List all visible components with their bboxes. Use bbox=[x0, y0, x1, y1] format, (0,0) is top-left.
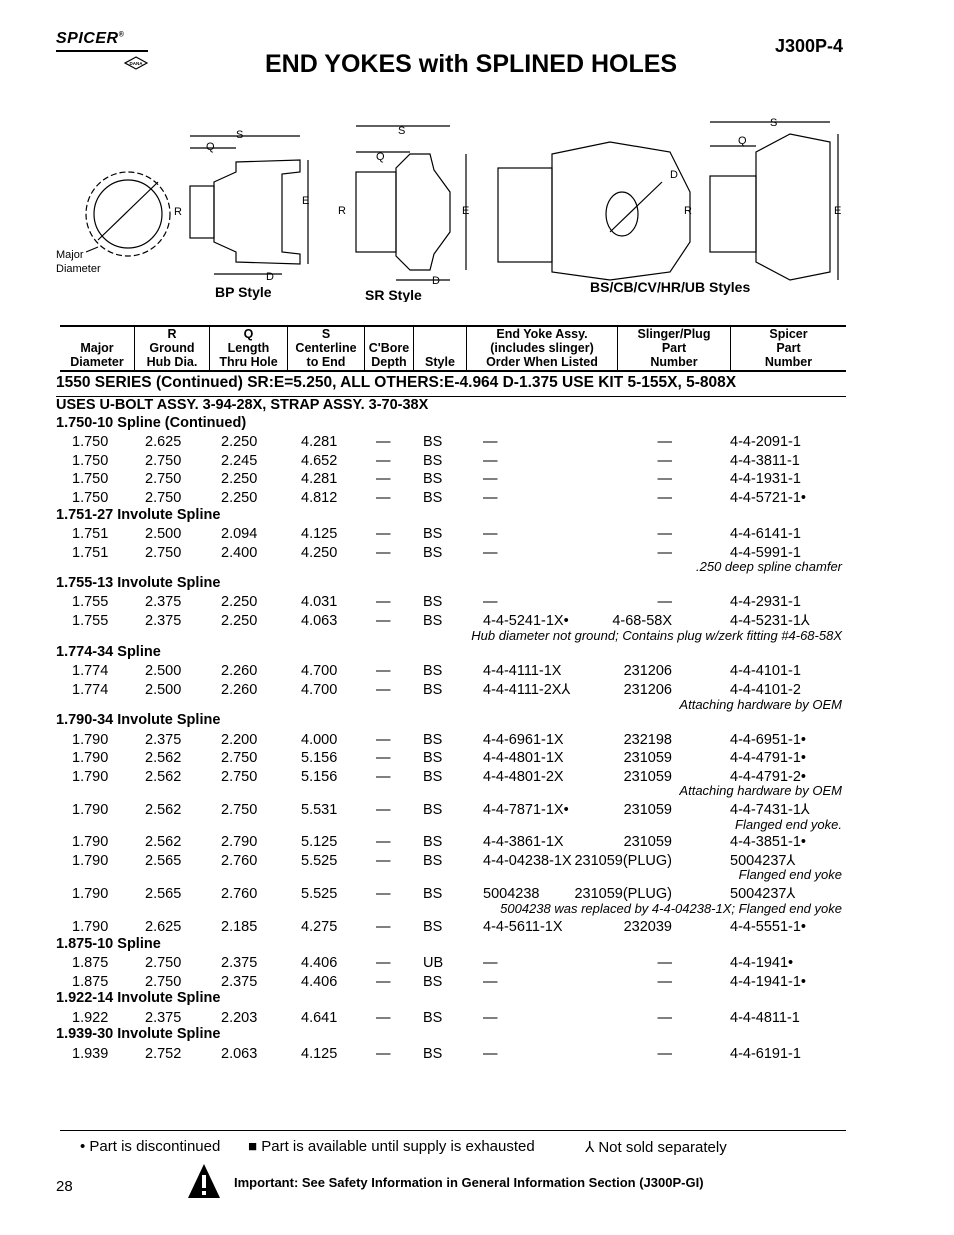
cell-major-diameter: 1.790 bbox=[72, 886, 109, 902]
table-row bbox=[0, 750, 954, 768]
spline-group-title: 1.774-34 Spline bbox=[56, 644, 161, 660]
cell-length-thru-hole: 2.250 bbox=[221, 490, 258, 506]
cell-cbore-depth: — bbox=[376, 955, 391, 971]
label-d-3: D bbox=[670, 169, 678, 181]
table-row bbox=[0, 526, 954, 544]
cell-style: BS bbox=[423, 453, 443, 469]
cell-major-diameter: 1.790 bbox=[72, 919, 109, 935]
label-e-2: E bbox=[462, 205, 470, 217]
cell-major-diameter: 1.875 bbox=[72, 955, 109, 971]
label-r-1: R bbox=[174, 206, 182, 218]
cell-ground-hub-dia: 2.562 bbox=[145, 834, 182, 850]
cell-length-thru-hole: 2.063 bbox=[221, 1046, 258, 1062]
cell-spicer-part: 4-4-5551-1• bbox=[730, 919, 807, 935]
cell-spicer-part: 4-4-4811-1 bbox=[730, 1010, 800, 1026]
cell-centerline-to-end: 4.000 bbox=[301, 732, 338, 748]
cell-end-yoke-assy: 4-4-04238-1X bbox=[483, 853, 572, 869]
cell-ground-hub-dia: 2.750 bbox=[145, 453, 182, 469]
legend-not-sold: ⅄ Not sold separately bbox=[585, 1139, 727, 1156]
footer-rule bbox=[60, 1130, 846, 1131]
cell-end-yoke-assy: 4-4-3861-1X bbox=[483, 834, 564, 850]
cell-style: BS bbox=[423, 802, 443, 818]
cell-centerline-to-end: 4.063 bbox=[301, 613, 338, 629]
cell-major-diameter: 1.751 bbox=[72, 526, 109, 542]
col-major-diameter: Major Diameter bbox=[60, 326, 135, 371]
label-e-1: E bbox=[302, 195, 310, 207]
cell-major-diameter: 1.750 bbox=[72, 434, 109, 450]
caption-bp: BP Style bbox=[215, 284, 272, 300]
cell-major-diameter: 1.922 bbox=[72, 1010, 109, 1026]
cell-cbore-depth: — bbox=[376, 834, 391, 850]
cell-major-diameter: 1.774 bbox=[72, 682, 109, 698]
cell-slinger-plug-part: — bbox=[657, 974, 672, 990]
cell-centerline-to-end: 4.125 bbox=[301, 526, 338, 542]
cell-style: BS bbox=[423, 853, 443, 869]
cell-style: BS bbox=[423, 594, 443, 610]
spline-group-title: 1.939-30 Involute Spline bbox=[56, 1026, 221, 1042]
brand-name: SPICER bbox=[56, 30, 119, 47]
cell-end-yoke-assy: 4-4-5241-1X• bbox=[483, 613, 569, 629]
cell-style: BS bbox=[423, 974, 443, 990]
cell-style: BS bbox=[423, 471, 443, 487]
cell-centerline-to-end: 4.641 bbox=[301, 1010, 338, 1026]
label-q-2: Q bbox=[376, 151, 385, 163]
spicer-logo bbox=[56, 30, 124, 48]
cell-spicer-part: 4-4-5991-1 bbox=[730, 545, 801, 561]
cell-end-yoke-assy: — bbox=[483, 1046, 498, 1062]
cell-end-yoke-assy: 4-4-4801-1X bbox=[483, 750, 564, 766]
table-row bbox=[0, 919, 954, 937]
bp-style-drawing bbox=[190, 136, 308, 274]
cell-cbore-depth: — bbox=[376, 434, 391, 450]
table-row bbox=[0, 1046, 954, 1064]
cell-major-diameter: 1.790 bbox=[72, 732, 109, 748]
series-heading: 1550 SERIES (Continued) SR:E=5.250, ALL OTHERS:E-4.964 D-1.375 USE KIT 5-155X, 5-808X bbox=[56, 374, 737, 391]
table-row bbox=[0, 732, 954, 750]
cell-length-thru-hole: 2.750 bbox=[221, 769, 258, 785]
cell-length-thru-hole: 2.760 bbox=[221, 853, 258, 869]
cell-centerline-to-end: 4.250 bbox=[301, 545, 338, 561]
cell-end-yoke-assy: 4-4-6961-1X bbox=[483, 732, 564, 748]
cell-spicer-part: 4-4-6141-1 bbox=[730, 526, 801, 542]
cell-centerline-to-end: 4.700 bbox=[301, 682, 338, 698]
cell-spicer-part: 4-4-3811-1 bbox=[730, 453, 800, 469]
cell-end-yoke-assy: — bbox=[483, 526, 498, 542]
page-title: END YOKES with SPLINED HOLES bbox=[265, 50, 678, 78]
cell-style: BS bbox=[423, 1010, 443, 1026]
caption-sr: SR Style bbox=[365, 287, 422, 302]
cell-cbore-depth: — bbox=[376, 802, 391, 818]
cell-major-diameter: 1.790 bbox=[72, 769, 109, 785]
cell-style: BS bbox=[423, 434, 443, 450]
cell-slinger-plug-part: 231059 bbox=[623, 834, 672, 850]
table-row bbox=[0, 471, 954, 489]
cell-style: BS bbox=[423, 886, 443, 902]
label-d-1: D bbox=[266, 271, 274, 283]
cell-style: BS bbox=[423, 834, 443, 850]
legend-discontinued: • Part is discontinued bbox=[80, 1138, 221, 1155]
cell-spicer-part: 4-4-1941-1• bbox=[730, 974, 807, 990]
cell-cbore-depth: — bbox=[376, 974, 391, 990]
cell-ground-hub-dia: 2.625 bbox=[145, 434, 182, 450]
cell-slinger-plug-part: — bbox=[657, 955, 672, 971]
cell-centerline-to-end: 5.525 bbox=[301, 853, 338, 869]
cell-spicer-part: 4-4-2091-1 bbox=[730, 434, 801, 450]
cell-spicer-part: 4-4-5721-1• bbox=[730, 490, 807, 506]
cell-end-yoke-assy: — bbox=[483, 545, 498, 561]
spline-section-drawing bbox=[86, 172, 170, 256]
cell-end-yoke-assy: — bbox=[483, 1010, 498, 1026]
spline-group-title: 1.750-10 Spline (Continued) bbox=[56, 415, 247, 431]
cell-end-yoke-assy: 4-4-4111-2X⅄ bbox=[483, 682, 571, 698]
cell-slinger-plug-part: — bbox=[657, 434, 672, 450]
label-r-2: R bbox=[338, 205, 346, 217]
cell-cbore-depth: — bbox=[376, 886, 391, 902]
cell-slinger-plug-part: 231059 bbox=[623, 750, 672, 766]
cell-style: BS bbox=[423, 750, 443, 766]
cell-slinger-plug-part: — bbox=[657, 453, 672, 469]
cell-centerline-to-end: 4.700 bbox=[301, 663, 338, 679]
row-note: Attaching hardware by OEM bbox=[679, 697, 842, 712]
logo-rule bbox=[56, 50, 148, 52]
yoke-drawings bbox=[50, 112, 850, 302]
cell-end-yoke-assy: — bbox=[483, 471, 498, 487]
spline-group-title: 1.751-27 Involute Spline bbox=[56, 507, 221, 523]
cell-ground-hub-dia: 2.500 bbox=[145, 663, 182, 679]
cell-cbore-depth: — bbox=[376, 919, 391, 935]
cell-ground-hub-dia: 2.750 bbox=[145, 471, 182, 487]
cell-length-thru-hole: 2.260 bbox=[221, 663, 258, 679]
column-header-table bbox=[60, 325, 846, 372]
cell-ground-hub-dia: 2.750 bbox=[145, 490, 182, 506]
cell-centerline-to-end: 4.125 bbox=[301, 1046, 338, 1062]
sr-style-drawing bbox=[356, 126, 466, 280]
table-row bbox=[0, 490, 954, 508]
cell-slinger-plug-part: — bbox=[657, 471, 672, 487]
cell-end-yoke-assy: — bbox=[483, 434, 498, 450]
table-row bbox=[0, 955, 954, 973]
cell-ground-hub-dia: 2.565 bbox=[145, 853, 182, 869]
cell-ground-hub-dia: 2.750 bbox=[145, 955, 182, 971]
cell-slinger-plug-part: 231059(PLUG) bbox=[574, 886, 672, 902]
cell-centerline-to-end: 4.031 bbox=[301, 594, 338, 610]
cell-centerline-to-end: 5.525 bbox=[301, 886, 338, 902]
table-row bbox=[0, 663, 954, 681]
legend-supply: ■ Part is available until supply is exhausted bbox=[248, 1138, 535, 1155]
label-e-3: E bbox=[834, 205, 842, 217]
cell-ground-hub-dia: 2.375 bbox=[145, 613, 182, 629]
row-note: Attaching hardware by OEM bbox=[679, 783, 842, 798]
cell-centerline-to-end: 5.531 bbox=[301, 802, 338, 818]
col-spicer-part: Spicer Part Number bbox=[731, 326, 847, 371]
col-r: R Ground Hub Dia. bbox=[135, 326, 210, 371]
table-row bbox=[0, 453, 954, 471]
cell-length-thru-hole: 2.185 bbox=[221, 919, 258, 935]
cell-major-diameter: 1.875 bbox=[72, 974, 109, 990]
cell-length-thru-hole: 2.245 bbox=[221, 453, 258, 469]
label-s-2: S bbox=[398, 125, 406, 137]
cell-slinger-plug-part: 231206 bbox=[623, 663, 672, 679]
cell-end-yoke-assy: — bbox=[483, 974, 498, 990]
caption-bs: BS/CB/CV/HR/UB Styles bbox=[590, 279, 751, 295]
cell-cbore-depth: — bbox=[376, 594, 391, 610]
cell-style: UB bbox=[423, 955, 444, 971]
cell-spicer-part: 5004237⅄ bbox=[730, 886, 796, 902]
cell-spicer-part: 4-4-2931-1 bbox=[730, 594, 801, 610]
cell-style: BS bbox=[423, 919, 443, 935]
cell-slinger-plug-part: 4-68-58X bbox=[612, 613, 672, 629]
cell-centerline-to-end: 4.281 bbox=[301, 434, 338, 450]
cell-centerline-to-end: 4.652 bbox=[301, 453, 338, 469]
cell-slinger-plug-part: 231059 bbox=[623, 802, 672, 818]
cell-major-diameter: 1.790 bbox=[72, 834, 109, 850]
col-style: Style bbox=[414, 326, 467, 371]
cell-cbore-depth: — bbox=[376, 682, 391, 698]
cell-slinger-plug-part: 231206 bbox=[623, 682, 672, 698]
cell-end-yoke-assy: 4-4-7871-1X• bbox=[483, 802, 569, 818]
cell-length-thru-hole: 2.790 bbox=[221, 834, 258, 850]
cell-end-yoke-assy: 4-4-5611-1X bbox=[483, 919, 563, 935]
cell-centerline-to-end: 4.812 bbox=[301, 490, 338, 506]
cell-ground-hub-dia: 2.500 bbox=[145, 682, 182, 698]
spline-group-title: 1.922-14 Involute Spline bbox=[56, 990, 221, 1006]
cell-style: BS bbox=[423, 1046, 443, 1062]
col-cbore: C'Bore Depth bbox=[365, 326, 414, 371]
cell-ground-hub-dia: 2.752 bbox=[145, 1046, 182, 1062]
cell-ground-hub-dia: 2.500 bbox=[145, 526, 182, 542]
cell-spicer-part: 4-4-3851-1• bbox=[730, 834, 807, 850]
row-note: Flanged end yoke. bbox=[735, 817, 842, 832]
cell-cbore-depth: — bbox=[376, 750, 391, 766]
cell-length-thru-hole: 2.250 bbox=[221, 594, 258, 610]
cell-slinger-plug-part: 232198 bbox=[623, 732, 672, 748]
cell-style: BS bbox=[423, 613, 443, 629]
cell-cbore-depth: — bbox=[376, 1010, 391, 1026]
cell-ground-hub-dia: 2.375 bbox=[145, 594, 182, 610]
cell-major-diameter: 1.755 bbox=[72, 594, 109, 610]
table-row bbox=[0, 594, 954, 612]
page-number: 28 bbox=[56, 1178, 73, 1195]
label-r-3: R bbox=[684, 205, 692, 217]
label-q-1: Q bbox=[206, 141, 215, 153]
cell-length-thru-hole: 2.750 bbox=[221, 802, 258, 818]
spline-group-title: 1.755-13 Involute Spline bbox=[56, 575, 221, 591]
cell-major-diameter: 1.774 bbox=[72, 663, 109, 679]
safety-notice: Important: See Safety Information in General Information Section (J300P-GI) bbox=[234, 1175, 704, 1190]
cell-cbore-depth: — bbox=[376, 853, 391, 869]
cell-cbore-depth: — bbox=[376, 613, 391, 629]
cell-centerline-to-end: 4.275 bbox=[301, 919, 338, 935]
cell-slinger-plug-part: 232039 bbox=[623, 919, 672, 935]
label-q-3: Q bbox=[738, 135, 747, 147]
col-end-yoke: End Yoke Assy. (includes slinger) Order When Listed bbox=[467, 326, 618, 371]
cell-length-thru-hole: 2.375 bbox=[221, 974, 258, 990]
row-note: Hub diameter not ground; Contains plug w/zerk fitting #4-68-58X bbox=[471, 628, 842, 643]
table-row bbox=[0, 834, 954, 852]
spline-group-title: 1.790-34 Involute Spline bbox=[56, 712, 221, 728]
cell-length-thru-hole: 2.750 bbox=[221, 750, 258, 766]
cell-ground-hub-dia: 2.750 bbox=[145, 545, 182, 561]
row-note: .250 deep spline chamfer bbox=[696, 559, 842, 574]
cell-spicer-part: 4-4-4791-2• bbox=[730, 769, 807, 785]
cell-major-diameter: 1.939 bbox=[72, 1046, 109, 1062]
cell-ground-hub-dia: 2.625 bbox=[145, 919, 182, 935]
cell-cbore-depth: — bbox=[376, 453, 391, 469]
cell-major-diameter: 1.750 bbox=[72, 453, 109, 469]
cell-spicer-part: 4-4-4791-1• bbox=[730, 750, 807, 766]
cell-spicer-part: 4-4-1941• bbox=[730, 955, 794, 971]
cell-spicer-part: 4-4-6951-1• bbox=[730, 732, 807, 748]
cell-style: BS bbox=[423, 526, 443, 542]
cell-major-diameter: 1.750 bbox=[72, 490, 109, 506]
cell-major-diameter: 1.790 bbox=[72, 802, 109, 818]
spline-group-title: 1.875-10 Spline bbox=[56, 936, 161, 952]
table-row bbox=[0, 434, 954, 452]
cell-cbore-depth: — bbox=[376, 663, 391, 679]
cell-centerline-to-end: 5.156 bbox=[301, 769, 338, 785]
cell-slinger-plug-part: — bbox=[657, 490, 672, 506]
label-diameter: Diameter bbox=[56, 263, 101, 275]
row-note: 5004238 was replaced by 4-4-04238-1X; Flanged end yoke bbox=[500, 901, 842, 916]
cell-slinger-plug-part: — bbox=[657, 545, 672, 561]
cell-slinger-plug-part: — bbox=[657, 526, 672, 542]
dana-badge-icon bbox=[124, 56, 148, 70]
cell-style: BS bbox=[423, 663, 443, 679]
cell-major-diameter: 1.790 bbox=[72, 750, 109, 766]
bs-style-drawing bbox=[498, 122, 838, 280]
cell-spicer-part: 4-4-4101-1 bbox=[730, 663, 801, 679]
cell-end-yoke-assy: — bbox=[483, 955, 498, 971]
label-d-2: D bbox=[432, 275, 440, 287]
cell-length-thru-hole: 2.250 bbox=[221, 613, 258, 629]
cell-spicer-part: 4-4-4101-2 bbox=[730, 682, 801, 698]
cell-cbore-depth: — bbox=[376, 471, 391, 487]
cell-style: BS bbox=[423, 682, 443, 698]
cell-ground-hub-dia: 2.565 bbox=[145, 886, 182, 902]
cell-ground-hub-dia: 2.562 bbox=[145, 750, 182, 766]
cell-end-yoke-assy: — bbox=[483, 594, 498, 610]
cell-length-thru-hole: 2.250 bbox=[221, 434, 258, 450]
cell-style: BS bbox=[423, 732, 443, 748]
cell-ground-hub-dia: 2.750 bbox=[145, 974, 182, 990]
cell-spicer-part: 5004237⅄ bbox=[730, 853, 796, 869]
cell-slinger-plug-part: — bbox=[657, 1010, 672, 1026]
cell-length-thru-hole: 2.260 bbox=[221, 682, 258, 698]
cell-cbore-depth: — bbox=[376, 1046, 391, 1062]
cell-ground-hub-dia: 2.562 bbox=[145, 769, 182, 785]
label-major: Major bbox=[56, 249, 84, 261]
cell-centerline-to-end: 4.406 bbox=[301, 955, 338, 971]
col-q: Q Length Thru Hole bbox=[210, 326, 288, 371]
label-s-1: S bbox=[236, 129, 244, 141]
cell-spicer-part: 4-4-7431-1⅄ bbox=[730, 802, 810, 818]
cell-length-thru-hole: 2.760 bbox=[221, 886, 258, 902]
cell-centerline-to-end: 4.281 bbox=[301, 471, 338, 487]
warning-icon bbox=[186, 1162, 222, 1200]
cell-length-thru-hole: 2.200 bbox=[221, 732, 258, 748]
cell-length-thru-hole: 2.203 bbox=[221, 1010, 258, 1026]
cell-major-diameter: 1.755 bbox=[72, 613, 109, 629]
row-note: Flanged end yoke bbox=[738, 867, 842, 882]
cell-length-thru-hole: 2.094 bbox=[221, 526, 258, 542]
cell-cbore-depth: — bbox=[376, 490, 391, 506]
cell-end-yoke-assy: 4-4-4801-2X bbox=[483, 769, 564, 785]
cell-slinger-plug-part: 231059(PLUG) bbox=[574, 853, 672, 869]
cell-style: BS bbox=[423, 545, 443, 561]
cell-style: BS bbox=[423, 490, 443, 506]
cell-spicer-part: 4-4-1931-1 bbox=[730, 471, 801, 487]
cell-style: BS bbox=[423, 769, 443, 785]
cell-end-yoke-assy: — bbox=[483, 490, 498, 506]
cell-ground-hub-dia: 2.562 bbox=[145, 802, 182, 818]
cell-major-diameter: 1.751 bbox=[72, 545, 109, 561]
cell-slinger-plug-part: 231059 bbox=[623, 769, 672, 785]
col-s: S Centerline to End bbox=[288, 326, 365, 371]
cell-length-thru-hole: 2.250 bbox=[221, 471, 258, 487]
cell-centerline-to-end: 4.406 bbox=[301, 974, 338, 990]
registered-mark: ® bbox=[118, 31, 125, 39]
cell-major-diameter: 1.790 bbox=[72, 853, 109, 869]
cell-end-yoke-assy: 5004238 bbox=[483, 886, 540, 902]
cell-cbore-depth: — bbox=[376, 545, 391, 561]
cell-slinger-plug-part: — bbox=[657, 594, 672, 610]
cell-centerline-to-end: 5.125 bbox=[301, 834, 338, 850]
cell-cbore-depth: — bbox=[376, 732, 391, 748]
cell-ground-hub-dia: 2.375 bbox=[145, 1010, 182, 1026]
cell-major-diameter: 1.750 bbox=[72, 471, 109, 487]
cell-cbore-depth: — bbox=[376, 526, 391, 542]
cell-length-thru-hole: 2.400 bbox=[221, 545, 258, 561]
col-slinger: Slinger/Plug Part Number bbox=[618, 326, 731, 371]
cell-centerline-to-end: 5.156 bbox=[301, 750, 338, 766]
badge-text: DANA bbox=[129, 61, 143, 66]
usage-line: USES U-BOLT ASSY. 3-94-28X, STRAP ASSY. 3-70-38X bbox=[56, 397, 429, 413]
cell-spicer-part: 4-4-6191-1 bbox=[730, 1046, 801, 1062]
doc-id: J300P-4 bbox=[775, 36, 844, 56]
cell-slinger-plug-part: — bbox=[657, 1046, 672, 1062]
cell-cbore-depth: — bbox=[376, 769, 391, 785]
cell-length-thru-hole: 2.375 bbox=[221, 955, 258, 971]
cell-end-yoke-assy: 4-4-4111-1X bbox=[483, 663, 562, 679]
cell-spicer-part: 4-4-5231-1⅄ bbox=[730, 613, 810, 629]
cell-ground-hub-dia: 2.375 bbox=[145, 732, 182, 748]
cell-end-yoke-assy: — bbox=[483, 453, 498, 469]
label-s-3: S bbox=[770, 117, 778, 129]
